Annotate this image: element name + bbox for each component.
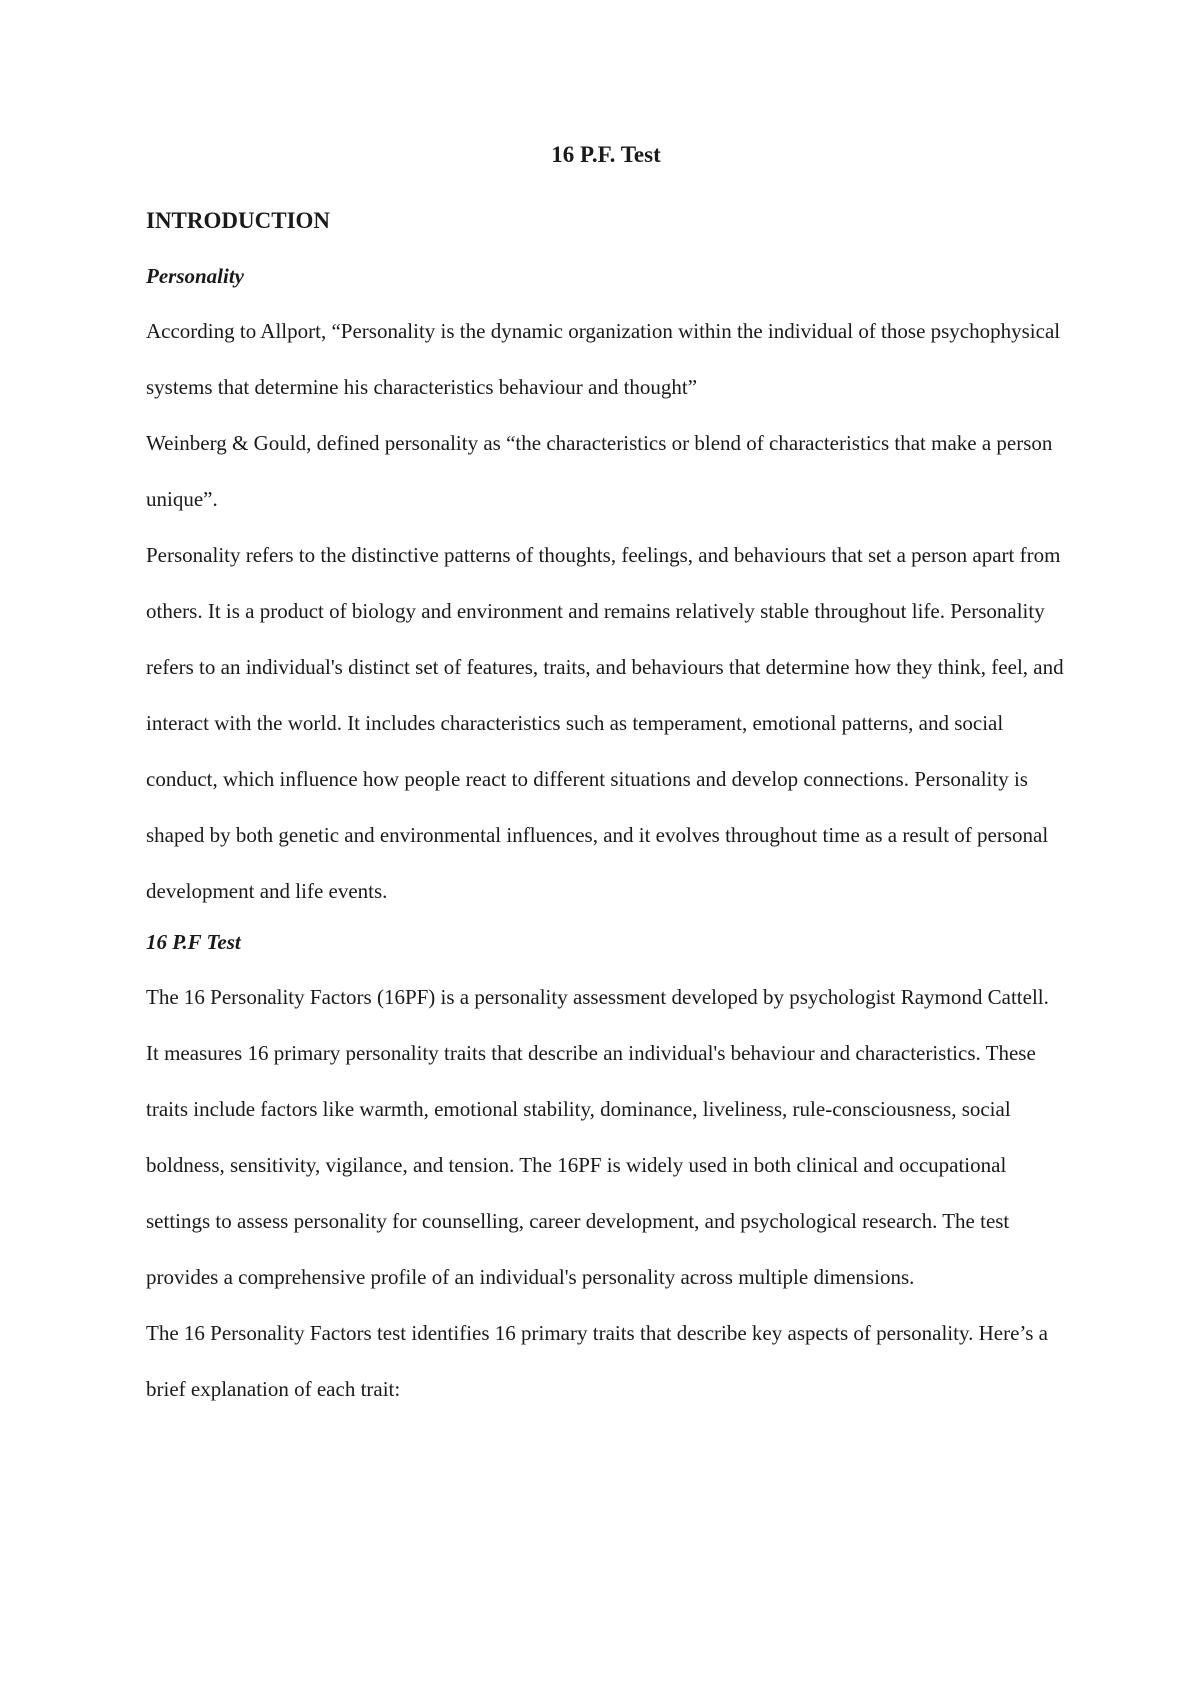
section-heading-introduction: INTRODUCTION	[146, 208, 331, 233]
paragraph-16pf-description: The 16 Personality Factors (16PF) is a personality assessment developed by psychologist Raymond Cattell. It measures 16 primary personality traits that describe an individual's behaviour and characteristics. These traits include factors like warmth, emotional stability, dominance, liveliness, rule-consciousness, social boldness, sensitivity, vigilance, and tension. The 16PF is widely used in both clinical and occupational settings to assess personality for counselling, career development, and psychological research. The test provides a comprehensive profile of an individual's personality across multiple dimensions.	[146, 985, 1049, 1289]
paragraph-weinberg-definition: Weinberg & Gould, defined personality as “the characteristics or blend of characteristics that make a person unique”.	[146, 431, 1053, 511]
document-title: 16 P.F. Test	[551, 142, 661, 167]
subheading-personality: Personality	[146, 264, 244, 288]
paragraph-allport-definition: According to Allport, “Personality is the dynamic organization within the individual of those psychophysical systems that determine his characteristics behaviour and thought”	[146, 319, 1061, 399]
paragraph-16pf-traits-intro: The 16 Personality Factors test identifies 16 primary traits that describe key aspects of personality. Here’s a brief explanation of each trait:	[146, 1321, 1048, 1401]
subheading-16pf-test: 16 P.F Test	[146, 930, 241, 954]
document-body	[146, 140, 1066, 1417]
paragraph-personality-description: Personality refers to the distinctive patterns of thoughts, feelings, and behaviours that set a person apart from others. It is a product of biology and environment and remains relatively stable throughout life. Personality refers to an individual's distinct set of features, traits, and behaviours that determine how they think, feel, and interact with the world. It includes characteristics such as temperament, emotional patterns, and social conduct, which influence how people react to different situations and develop connections. Personality is shaped by both genetic and environmental influences, and it evolves throughout time as a result of personal development and life events.	[146, 543, 1064, 903]
